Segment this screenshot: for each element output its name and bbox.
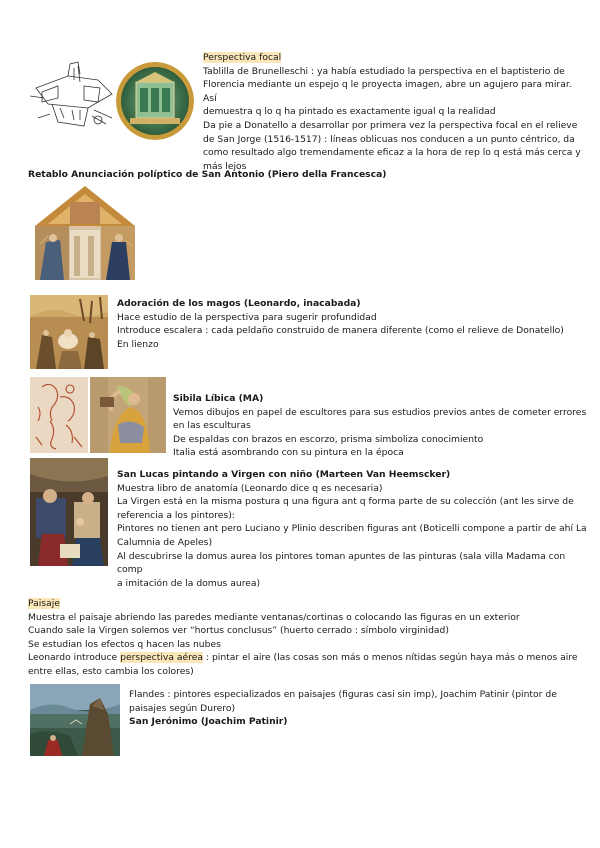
san-jorge-relief-image: [116, 62, 194, 140]
sibila-sketch-image: [30, 377, 88, 453]
san-jeronimo-title: San Jerónimo (Joachim Patinir): [129, 716, 288, 728]
adoracion-magos-image: [30, 295, 108, 369]
sibila-libica-image: [90, 377, 166, 453]
paisaje-line: Muestra el paisaje abriendo las paredes mediante ventanas/cortinas o colocando las figuras en un exterior: [28, 611, 520, 623]
san-jeronimo-image: [30, 684, 120, 756]
sibila-block: [173, 392, 588, 460]
perspectiva-line: Da pie a Donatello a desarrollar por primera vez la perspectiva focal en el relieve: [203, 119, 578, 131]
paisaje-line: entre ellas, esto cambia los colores): [28, 665, 194, 677]
paisaje-line: Se estudian los efectos q hacen las nubes: [28, 638, 221, 650]
adoracion-block: [117, 297, 587, 351]
paisaje-block: [28, 597, 593, 679]
perspectiva-line: más lejos: [203, 160, 247, 172]
adoracion-line: Introduce escalera : cada peldaño construido de manera diferente (como el relieve de Donatello): [117, 325, 564, 337]
sibila-line: Italia está asombrando con su pintura en la época: [173, 447, 404, 459]
san-lucas-line: Pintores no tienen ant pero Luciano y Plinio describen figuras ant (Boticelli compone a partir de ahí La: [117, 523, 587, 535]
brunelleschi-diagram-image: [28, 58, 116, 134]
perspectiva-focal-heading: Perspectiva focal: [203, 52, 282, 63]
san-lucas-line: Calumnia de Apeles): [117, 536, 213, 548]
adoracion-line: En lienzo: [117, 338, 159, 350]
san-lucas-line: Muestra libro de anatomía (Leonardo dice q es necesaria): [117, 482, 383, 494]
adoracion-title: Adoración de los magos (Leonardo, inacabada): [117, 298, 361, 309]
san-lucas-line: a imitación de la domus aurea): [117, 577, 261, 589]
adoracion-line: Hace estudio de la perspectiva para sugerir profundidad: [117, 311, 377, 323]
perspectiva-line: como resultado algo tremendamente eficaz a la hora de rep lo q está más cerca y: [203, 147, 581, 159]
flandes-line: paisajes según Durero): [129, 702, 236, 714]
paisaje-heading: Paisaje: [28, 598, 60, 609]
retablo-anunciacion-image: [30, 184, 140, 280]
paisaje-line: Cuando sale la Virgen solemos ver “hortus conclusus” (huerto cerrado : símbolo virginidad): [28, 625, 449, 637]
perspectiva-line: de San Jorge (1516-1517) : líneas oblicuas nos conducen a un punto céntrico, da: [203, 133, 575, 145]
paisaje-leonardo-prefix: Leonardo introduce: [28, 652, 121, 664]
retablo-title: Retablo Anunciación políptico de San Antonio (Piero della Francesca): [28, 169, 387, 180]
perspectiva-line: Florencia mediante un espejo q le proyecta imagen, abre un agujero para mirar. Así: [203, 79, 572, 104]
perspectiva-line: demuestra q lo q ha pintado es exactamente igual q la realidad: [203, 106, 496, 118]
sibila-title: Sibila Líbica (MA): [173, 393, 264, 404]
san-lucas-line: Al descubrirse la domus aurea los pintores toman apuntes de las pinturas (sala villa Madama con comp: [117, 550, 566, 576]
san-lucas-line: referencia a los pintores):: [117, 509, 235, 521]
paisaje-leonardo-suffix: : pintar el aire (las cosas son más o menos nítidas según haya más o menos aire: [203, 652, 578, 664]
perspectiva-aerea-highlight: perspectiva aérea: [120, 652, 204, 664]
san-lucas-block: [117, 468, 589, 590]
perspectiva-line: Tablilla de Brunelleschi : ya había estudiado la perspectiva en el baptisterio de: [203, 65, 565, 77]
sibila-line: Vemos dibujos en papel de escultores para sus estudios previos antes de cometer errores: [173, 406, 587, 418]
flandes-line: Flandes : pintores especializados en paisajes (figuras casi sin imp), Joachim Patinir (pintor de: [129, 689, 557, 700]
san-lucas-image: [30, 458, 108, 566]
paisaje-leonardo-line: [28, 651, 593, 665]
flandes-block: [129, 688, 591, 729]
perspectiva-focal-block: [203, 51, 588, 173]
sibila-line: De espaldas con brazos en escorzo, prisma simboliza conocimiento: [173, 433, 484, 445]
san-lucas-title: San Lucas pintando a Virgen con niño (Marteen Van Heemscker): [117, 469, 451, 480]
san-lucas-line: La Virgen está en la misma postura q una figura ant q forma parte de su colección (ant les sirve de: [117, 496, 574, 508]
sibila-line: en las esculturas: [173, 420, 251, 432]
